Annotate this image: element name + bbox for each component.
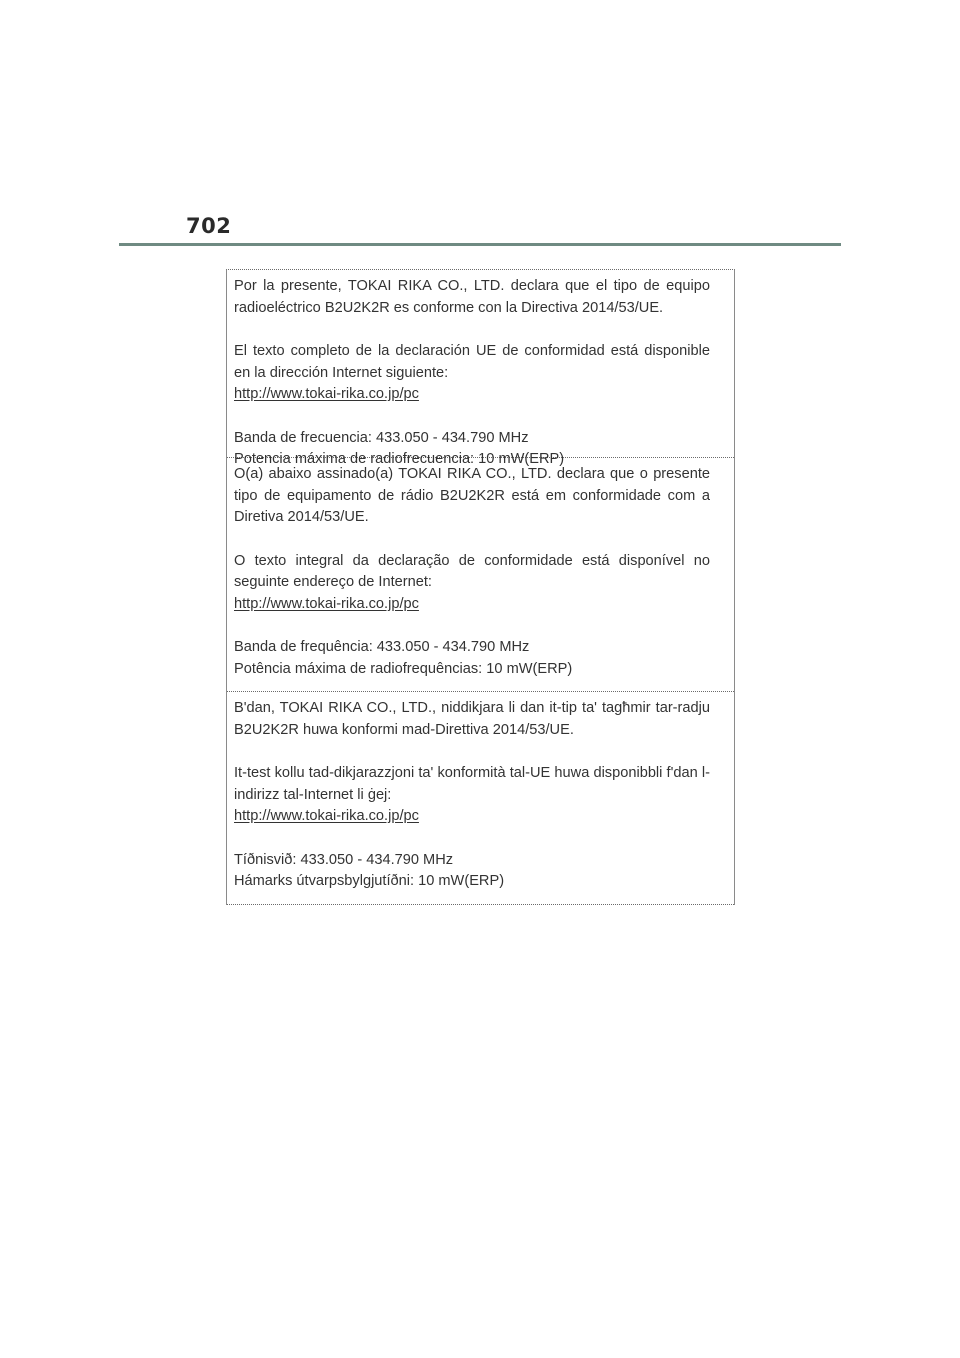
declaration-link[interactable]: http://www.tokai-rika.co.jp/pc [234, 386, 419, 402]
availability-text: El texto completo de la declaración UE de conformidad está disponible en la dirección Internet siguiente: [234, 343, 710, 381]
header-rule [119, 243, 841, 246]
declaration-link[interactable]: http://www.tokai-rika.co.jp/pc [234, 595, 419, 612]
power-text: Potencia máxima de radiofrecuencia: 10 mW(ERP) [234, 451, 565, 467]
declaration-text: B'dan, TOKAI RIKA CO., LTD., niddikjara li dan it-tip ta' tagħmir tar-radju B2U2K2R huwa konformi mad-Direttiva 2014/53/UE. [234, 700, 710, 738]
section-spanish [227, 270, 734, 467]
declaration-link[interactable]: http://www.tokai-rika.co.jp/pc [234, 808, 419, 824]
page-number: 702 [186, 214, 232, 238]
frequency-text: Tíðnisvið: 433.050 - 434.790 MHz [234, 851, 454, 868]
declaration-text: O(a) abaixo assinado(a) TOKAI RIKA CO., LTD. declara que o presente tipo de equipamento de rádio B2U2K2R está em conformidade com a Diretiva 2014/53/UE. [234, 466, 710, 525]
power-text: Hámarks útvarpsbylgjutíðni: 10 mW(ERP) [234, 873, 505, 889]
declaration-table [226, 269, 735, 905]
section-portuguese [227, 458, 734, 692]
frequency-text: Banda de frequência: 433.050 - 434.790 MHz [234, 639, 530, 655]
section-maltese [227, 692, 734, 905]
power-text: Potência máxima de radiofrequências: 10 mW(ERP) [234, 660, 573, 677]
availability-text: It-test kollu tad-dikjarazzjoni ta' konformità tal-UE huwa disponibbli f'dan l-indirizz tal-Internet li ġej: [234, 765, 710, 803]
availability-text: O texto integral da declaração de conformidade está disponível no seguinte endereço de Internet: [234, 552, 710, 590]
declaration-text: Por la presente, TOKAI RIKA CO., LTD. declara que el tipo de equipo radioeléctrico B2U2K2R es conforme con la Directiva 2014/53/UE. [234, 278, 710, 316]
frequency-text: Banda de frecuencia: 433.050 - 434.790 MHz [234, 429, 529, 446]
